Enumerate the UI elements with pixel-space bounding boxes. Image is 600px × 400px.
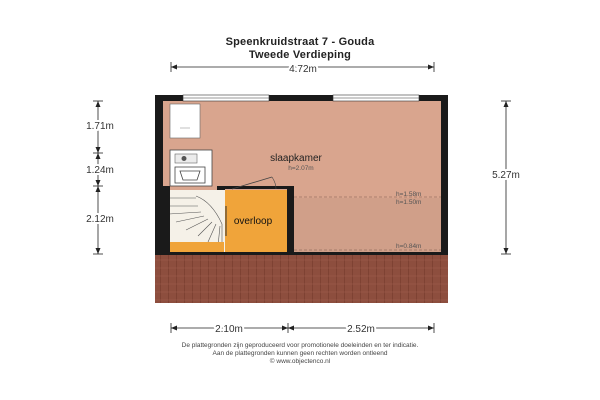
height-mark-1: h=1.58m [396,191,422,198]
right-dimension-label: 5.27m [492,170,520,181]
plan-title-address: Speenkruidstraat 7 - Gouda [225,36,375,48]
disclaimer-line-1: De plattegronden zijn geproduceerd voor promotionele doeleinden en ter indicatie. [181,342,419,349]
stair-landing-step [169,242,224,252]
bedroom-label: slaapkamer [270,153,322,164]
top-dimension-label: 4.72m [289,64,317,75]
window-left [183,95,269,101]
height-mark-2: h=1.50m [396,199,422,206]
appliance-unit [170,150,212,186]
left-dimension-label-3: 2.12m [86,214,114,225]
window-right [333,95,419,101]
roof-tiles [155,254,448,303]
left-dimension-label-2: 1.24m [86,165,114,176]
disclaimer-line-2: Aan de plattegronden kunnen geen rechten worden ontleend [212,350,388,357]
left-dimension-label-1: 1.71m [86,121,114,132]
bottom-dimension-right-label: 2.52m [347,324,375,335]
landing-label: overloop [233,216,273,227]
storage-cabinet [170,104,200,138]
plan-title-floor: Tweede Verdieping [248,49,352,61]
bottom-dimension-left-label: 2.10m [215,324,243,335]
disclaimer-line-3: © www.objectenco.nl [269,358,331,365]
bedroom-height-label: h=2.07m [288,165,314,172]
height-mark-3: h=0.84m [396,243,422,250]
